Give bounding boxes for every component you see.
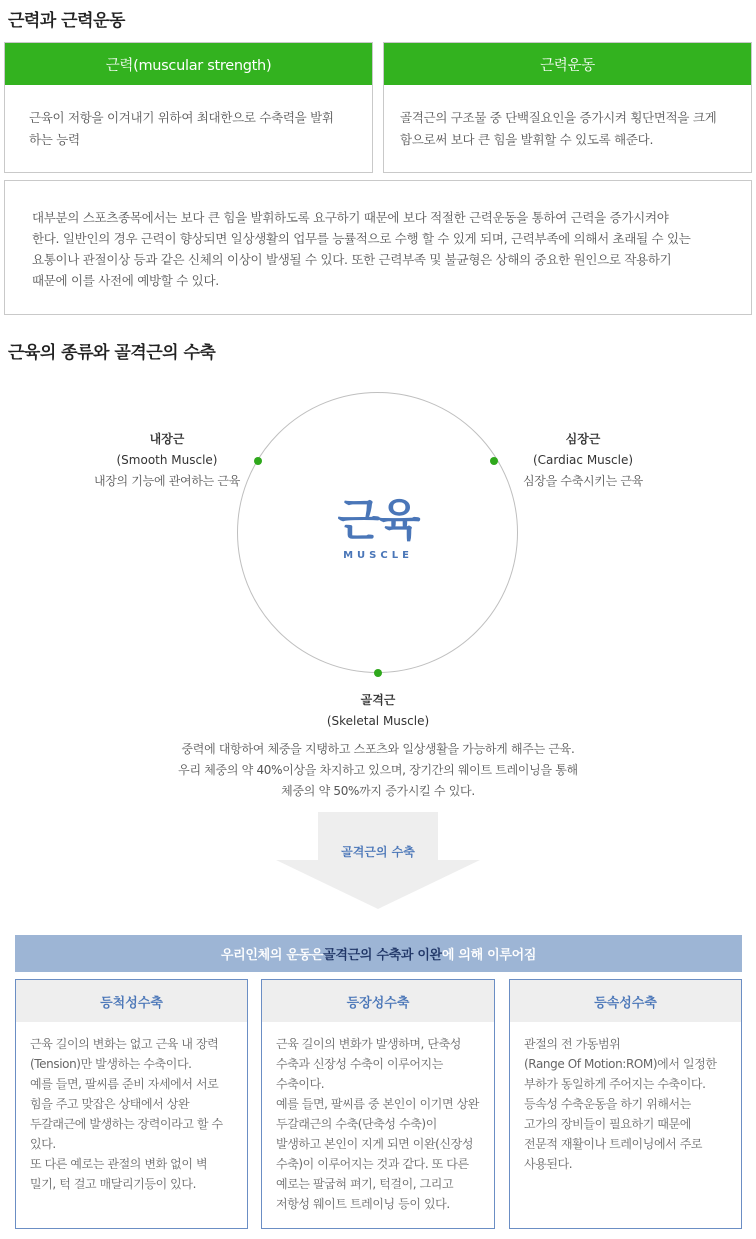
text-line: 한다. 일반인의 경우 근력이 향상되면 일상생활의 업무를 능률적으로 수행 할 수 있게 되며, 근력부족에 의해서 초래될 수 있는 bbox=[32, 231, 691, 246]
banner-text-pre: 우리인체의 운동은 bbox=[220, 948, 324, 963]
section-title-muscle-types: 근육의 종류와 골격근의 수축 bbox=[8, 343, 216, 363]
isometric-card-title: 등척성수축 bbox=[16, 980, 247, 1022]
card-line: 밀기, 턱 걸고 매달리기등이 있다. bbox=[30, 1177, 196, 1191]
movement-banner bbox=[15, 935, 742, 972]
card-line: (Range Of Motion:ROM)에서 일정한 bbox=[524, 1057, 717, 1071]
smooth-muscle-name: 내장근 bbox=[149, 432, 185, 446]
text-line: 함으로써 보다 큰 힘을 발휘할 수 있도록 해준다. bbox=[400, 132, 654, 147]
strength-paragraph-box bbox=[4, 180, 752, 315]
down-arrow-icon bbox=[276, 812, 480, 910]
smooth-muscle-label bbox=[80, 429, 254, 492]
skeletal-muscle-dot bbox=[374, 669, 382, 677]
card-line: 전문적 재활이나 트레이닝에서 주로 bbox=[524, 1137, 703, 1151]
skeletal-muscle-label bbox=[128, 690, 628, 802]
isokinetic-card bbox=[509, 979, 742, 1229]
card-line: 예로는 팔굽혀 펴기, 턱걸이, 그리고 bbox=[276, 1177, 454, 1191]
card-line: 등속성 수축운동을 하기 위해서는 bbox=[524, 1097, 691, 1111]
skeletal-muscle-en: (Skeletal Muscle) bbox=[326, 714, 430, 728]
text-line: 하는 능력 bbox=[29, 132, 80, 147]
card-line: 발생하고 본인이 지게 되면 이완(신장성 bbox=[276, 1137, 474, 1151]
skeletal-muscle-desc-3: 체중의 약 50%까지 증가시킬 수 있다. bbox=[281, 784, 475, 798]
card-line: (Tension)만 발생하는 수축이다. bbox=[30, 1057, 192, 1071]
card-line: 관절의 전 가동범위 bbox=[524, 1037, 621, 1051]
arrow-label: 골격근의 수축 bbox=[341, 845, 415, 859]
card-line: 수축과 신장성 수축이 이루어지는 bbox=[276, 1057, 443, 1071]
muscle-center-subtitle: MUSCLE bbox=[343, 550, 413, 561]
card-line: 근육 길이의 변화는 없고 근육 내 장력 bbox=[30, 1037, 219, 1051]
strength-definition-header: 근력(muscular strength) bbox=[5, 43, 372, 85]
cardiac-muscle-name: 심장근 bbox=[565, 432, 601, 446]
isokinetic-card-body bbox=[510, 1022, 741, 1174]
text-line: 대부분의 스포츠종목에서는 보다 큰 힘을 발휘하도록 요구하기 때문에 보다 적절한 근력운동을 통하여 근력을 증가시켜야 bbox=[32, 210, 669, 225]
muscle-center-title: 근육 bbox=[337, 495, 419, 546]
card-line: 근육 길이의 변화가 발생하며, 단축성 bbox=[276, 1037, 461, 1051]
cardiac-muscle-dot bbox=[490, 457, 498, 465]
card-line: 고가의 장비들이 필요하기 때문에 bbox=[524, 1117, 691, 1131]
strength-paragraph bbox=[32, 207, 737, 291]
banner-text-bold: 골격근의 수축과 이완 bbox=[323, 948, 442, 963]
strength-definition-body bbox=[5, 85, 372, 151]
card-line: 사용된다. bbox=[524, 1157, 573, 1171]
strength-exercise-box bbox=[383, 42, 752, 173]
card-line: 예를 들면, 팔씨름 준비 자세에서 서로 bbox=[30, 1077, 219, 1091]
skeletal-muscle-name: 골격근 bbox=[360, 693, 396, 707]
text-line: 근육이 저항을 이겨내기 위하여 최대한으로 수축력을 발휘 bbox=[29, 110, 334, 125]
smooth-muscle-desc: 내장의 기능에 관여하는 근육 bbox=[93, 474, 241, 488]
section-title-strength: 근력과 근력운동 bbox=[8, 11, 125, 31]
isokinetic-card-title: 등속성수축 bbox=[510, 980, 741, 1022]
smooth-muscle-en: (Smooth Muscle) bbox=[116, 453, 218, 467]
smooth-muscle-dot bbox=[254, 457, 262, 465]
card-line: 저항성 웨이트 트레이닝 등이 있다. bbox=[276, 1197, 450, 1211]
strength-exercise-body bbox=[384, 85, 751, 151]
card-line: 또 다른 예로는 관절의 변화 없이 벽 bbox=[30, 1157, 208, 1171]
skeletal-muscle-desc-2: 우리 체중의 약 40%이상을 차지하고 있으며, 장기간의 웨이트 트레이닝을 통해 bbox=[178, 763, 578, 777]
card-line: 예를 들면, 팔씨름 중 본인이 이기면 상완 bbox=[276, 1097, 479, 1111]
text-line: 요통이나 관절이상 등과 같은 신체의 이상이 발생될 수 있다. 또한 근력부족 및 불균형은 상해의 중요한 원인으로 작용하기 bbox=[32, 252, 672, 267]
cardiac-muscle-label bbox=[506, 429, 660, 492]
card-line: 힘을 주고 맞잡은 상태에서 상완 bbox=[30, 1097, 190, 1111]
card-line: 있다. bbox=[30, 1137, 56, 1151]
isometric-card-body bbox=[16, 1022, 247, 1194]
skeletal-muscle-desc-1: 중력에 대항하여 체중을 지탱하고 스포츠와 일상생활을 가능하게 해주는 근육. bbox=[181, 742, 575, 756]
isotonic-card-body bbox=[262, 1022, 494, 1214]
banner-text-post: 에 의해 이루어짐 bbox=[441, 948, 537, 963]
cardiac-muscle-desc: 심장을 수축시키는 근육 bbox=[523, 474, 643, 488]
strength-exercise-header: 근력운동 bbox=[384, 43, 751, 85]
isotonic-card-title: 등장성수축 bbox=[262, 980, 494, 1022]
card-line: 부하가 동일하게 주어지는 수축이다. bbox=[524, 1077, 706, 1091]
isotonic-card bbox=[261, 979, 495, 1229]
strength-definition-box bbox=[4, 42, 373, 173]
text-line: 골격근의 구조물 중 단백질요인을 증가시켜 횡단면적을 크게 bbox=[400, 110, 717, 125]
isometric-card bbox=[15, 979, 248, 1229]
card-line: 두갈래근에 발생하는 장력이라고 할 수 bbox=[30, 1117, 223, 1131]
cardiac-muscle-en: (Cardiac Muscle) bbox=[532, 453, 634, 467]
card-line: 수축이다. bbox=[276, 1077, 325, 1091]
text-line: 때문에 이를 사전에 예방할 수 있다. bbox=[32, 273, 219, 288]
card-line: 두갈래근의 수축(단축성 수축)이 bbox=[276, 1117, 437, 1131]
card-line: 수축)이 이루어지는 것과 같다. 또 다른 bbox=[276, 1157, 469, 1171]
